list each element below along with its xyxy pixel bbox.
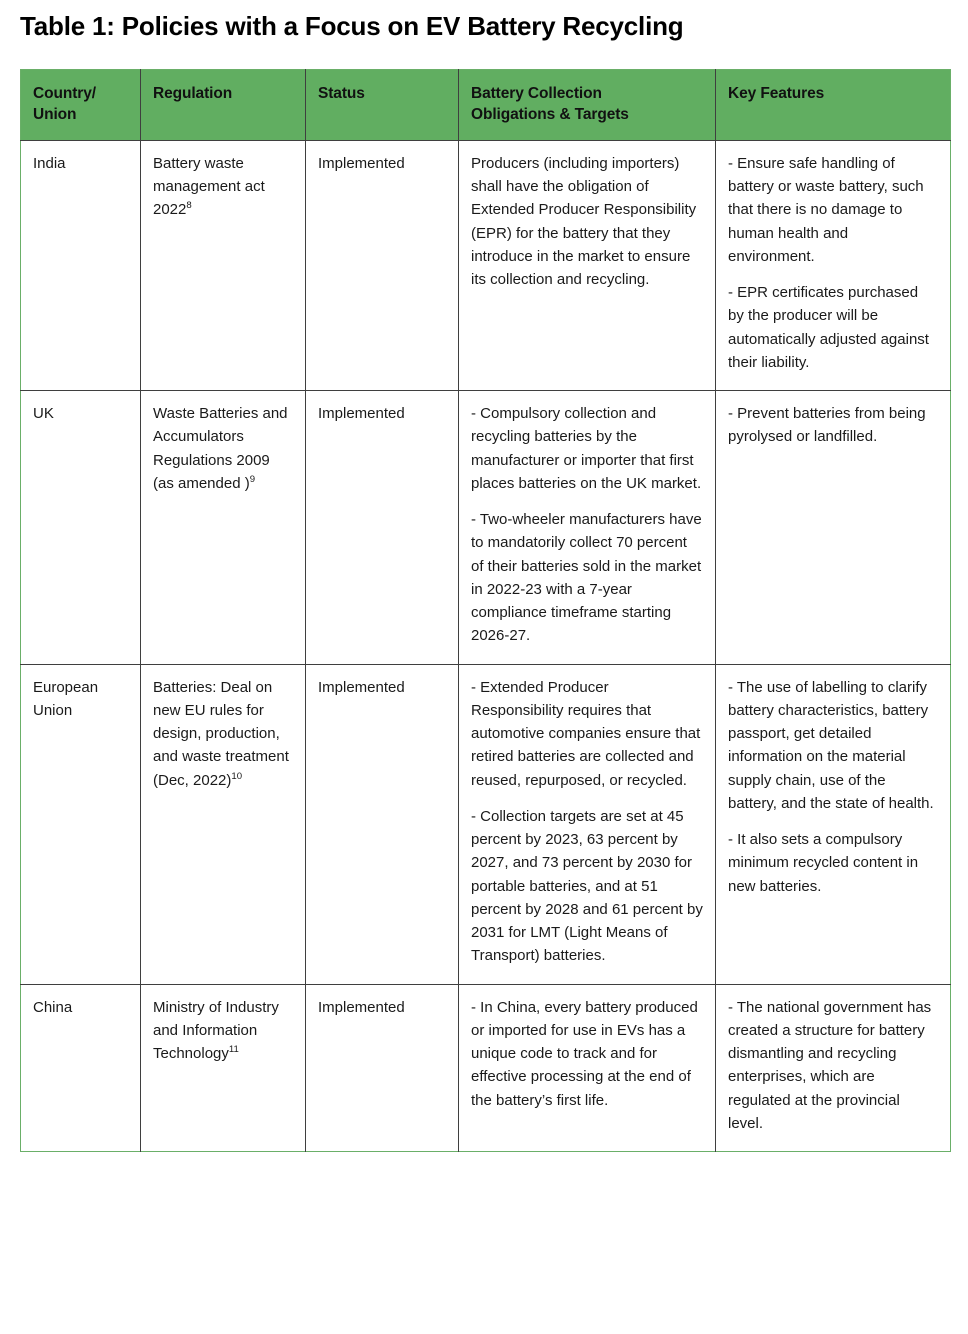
column-header-obligations-line2: Obligations & Targets — [471, 105, 629, 123]
cell-key-features — [716, 391, 951, 665]
cell-country: UK — [21, 391, 141, 665]
cell-country: China — [21, 984, 141, 1152]
cell-obligations — [459, 391, 716, 665]
key-feature-paragraph: - EPR certificates purchased by the producer will be automatically adjusted against their liability. — [728, 284, 929, 371]
cell-status: Implemented — [306, 391, 459, 665]
obligation-paragraph: - Compulsory collection and recycling batteries by the manufacturer or importer that first places batteries on the UK market. — [471, 405, 702, 492]
table-row — [21, 140, 951, 390]
cell-key-features — [716, 664, 951, 984]
cell-key-features — [716, 984, 951, 1152]
cell-key-features — [716, 140, 951, 390]
column-header-key-features: Key Features — [716, 70, 951, 141]
column-header-obligations — [459, 70, 716, 141]
key-feature-paragraph: - The national government has created a structure for battery dismantling and recycling enterprises, which are regulated at the provincial level. — [728, 998, 932, 1132]
policies-table — [20, 69, 951, 1152]
table-body — [21, 140, 951, 1151]
cell-obligations — [459, 664, 716, 984]
cell-status: Implemented — [306, 984, 459, 1152]
column-header-status: Status — [306, 70, 459, 141]
footnote-marker: 9 — [249, 473, 256, 485]
cell-country: India — [21, 140, 141, 390]
cell-regulation: Battery waste management act 2022$^8$ — [141, 140, 306, 390]
cell-status: Implemented — [306, 140, 459, 390]
cell-status: Implemented — [306, 664, 459, 984]
cell-country: European Union — [21, 664, 141, 984]
obligation-paragraph: - In China, every battery produced or imported for use in EVs has a unique code to track and for effective processing at the end of the battery’s first life. — [471, 998, 698, 1109]
column-header-regulation: Regulation — [141, 70, 306, 141]
table-header-row — [21, 70, 951, 141]
column-header-country-line1: Country/ — [33, 85, 96, 102]
obligation-paragraph: - Extended Producer Responsibility requires that automotive companies ensure that retired batteries are collected and reused, repurposed, or recycled. — [471, 678, 701, 789]
page-title: Table 1: Policies with a Focus on EV Battery Recycling — [20, 11, 684, 41]
key-feature-paragraph: - Ensure safe handling of battery or waste battery, such that there is no damage to human health and environment. — [728, 154, 924, 265]
cell-regulation: Batteries: Deal on new EU rules for design, production, and waste treatment (Dec, 2022)$^{10}$ — [141, 664, 306, 984]
obligation-paragraph: Producers (including importers) shall have the obligation of Extended Producer Responsibility (EPR) for the battery that they introduce in the market to ensure its collection and recycling. — [471, 154, 697, 289]
footnote-marker: 8 — [186, 200, 192, 212]
column-header-obligations-line1: Battery Collection — [471, 85, 602, 102]
cell-obligations — [459, 140, 716, 390]
obligation-paragraph: - Collection targets are set at 45 percent by 2023, 63 percent by 2027, and 73 percent by 2030 for portable batteries, and at 51 percent by 2028 and 61 percent by 2031 for LMT (Light Means of Transport) batteries. — [471, 807, 703, 965]
cell-regulation: Waste Batteries and Accumulators Regulations 2009 (as amended )$^9$ — [141, 391, 306, 665]
key-feature-paragraph: - Prevent batteries from being pyrolysed or landfilled. — [728, 405, 926, 446]
footnote-marker: 11 — [228, 1044, 239, 1056]
column-header-country-line2: Union — [33, 105, 77, 123]
table-row — [21, 391, 951, 665]
table-row — [21, 664, 951, 984]
table-header — [21, 70, 951, 141]
cell-obligations — [459, 984, 716, 1152]
cell-regulation: Ministry of Industry and Information Technology$^{11}$ — [141, 984, 306, 1152]
column-header-country — [21, 70, 141, 141]
table-row — [21, 984, 951, 1152]
key-feature-paragraph: - It also sets a compulsory minimum recycled content in new batteries. — [728, 831, 919, 895]
footnote-marker: 10 — [231, 770, 243, 782]
key-feature-paragraph: - The use of labelling to clarify battery characteristics, battery passport, get detailed information on the material supply chain, use of the battery, and the state of health. — [728, 678, 934, 812]
obligation-paragraph: - Two-wheeler manufacturers have to mandatorily collect 70 percent of their batteries sold in the market in 2022-23 with a 7-year compliance timeframe starting 2026-27. — [471, 511, 702, 645]
